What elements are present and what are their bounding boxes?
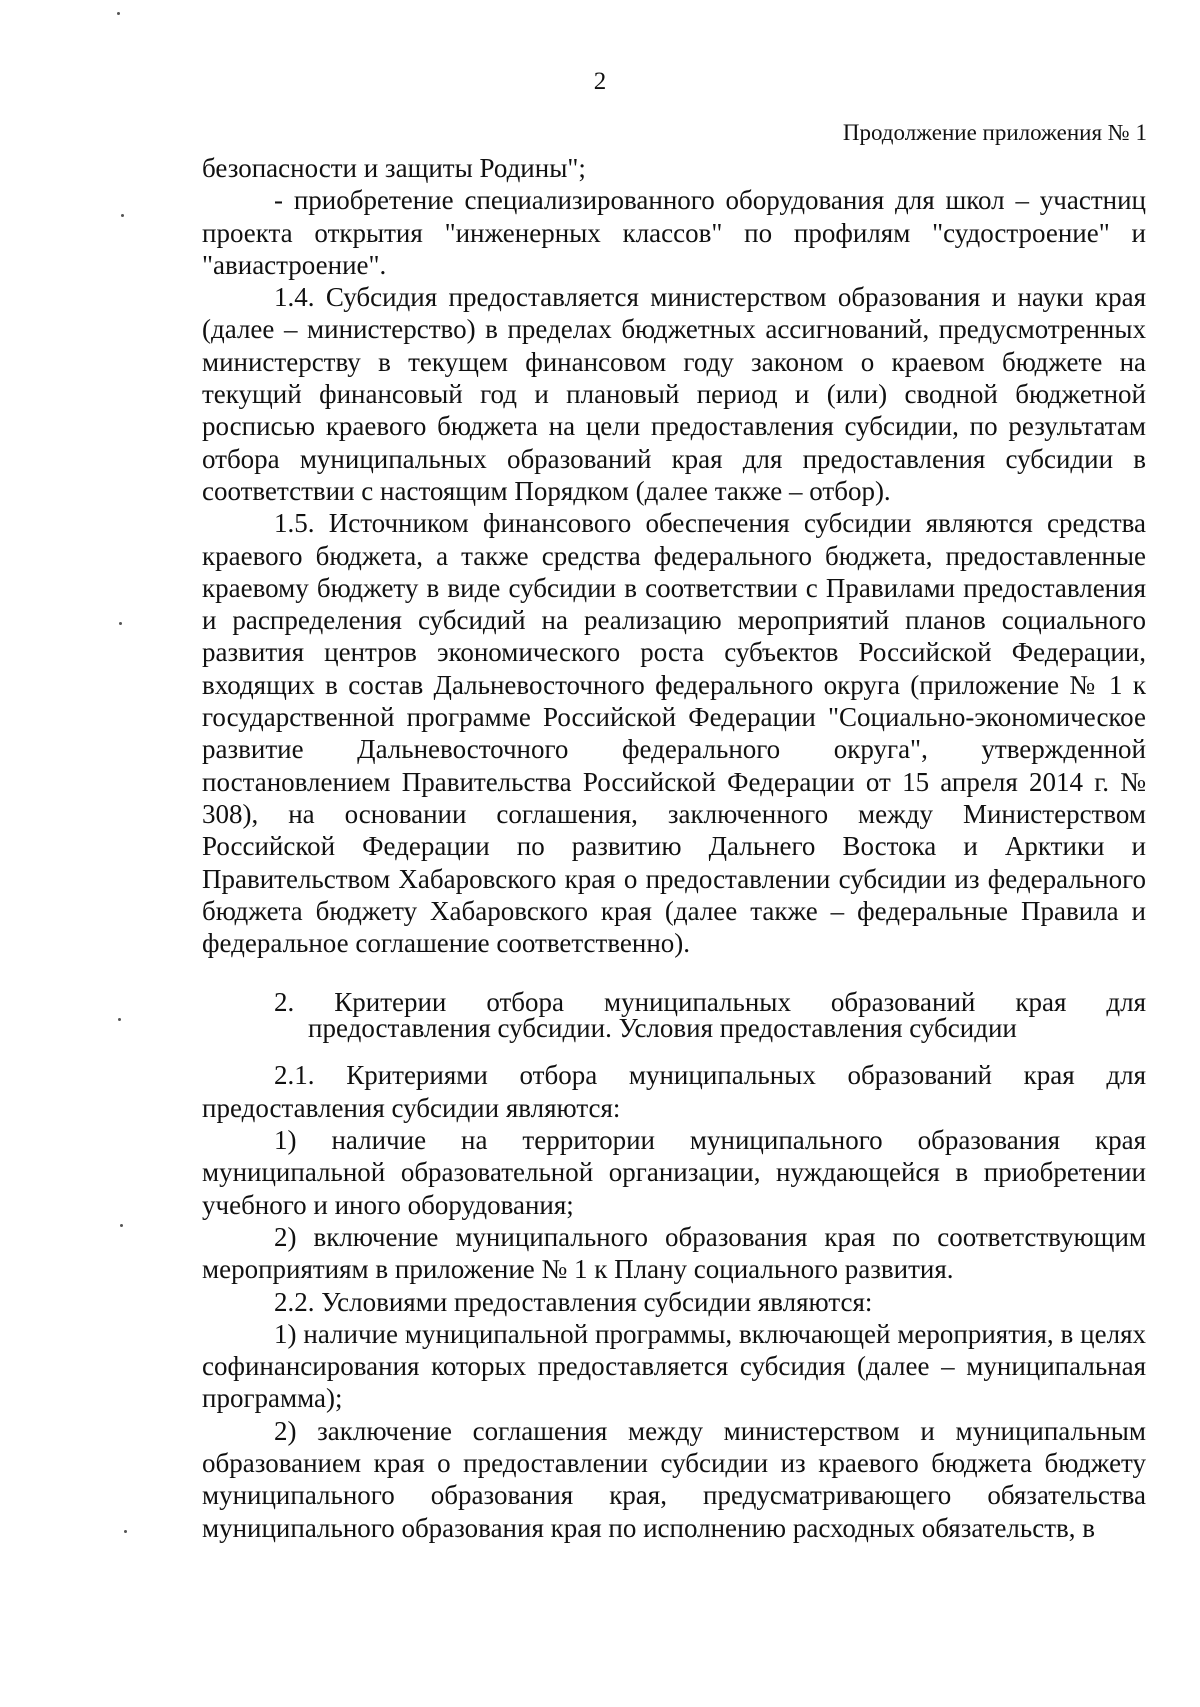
paragraph: 2) заключение соглашения между министерством и муниципальным образованием края о предоставлении субсидии из краевого бюджета бюджету муниципального образования края, предусматривающего обязательства муниципального образования края по исполнению расходных обязательств, в <box>202 1415 1146 1543</box>
scan-dot <box>121 214 124 217</box>
paragraph: 2.2. Условиями предоставления субсидии являются: <box>274 1286 873 1317</box>
paragraphs-after-section <box>202 1059 1146 1543</box>
scan-dot <box>124 1530 127 1533</box>
paragraph: 1.4. Субсидия предоставляется министерством образования и науки края (далее – министерство) в пределах бюджетных ассигнований, предусмотренных министерству в текущем финансовом году законом о краевом бюджете на текущий финансовый год и плановый период и (или) сводной бюджетной росписью краевого бюджета на цели предоставления субсидии, по результатам отбора муниципальных образований края для предоставления субсидии в соответствии с настоящим Порядком (далее также – отбор). <box>202 282 1146 506</box>
continuation-label: Продолжение приложения № 1 <box>842 120 1147 145</box>
section-heading <box>202 987 1146 1044</box>
scan-dot <box>117 12 120 15</box>
paragraph: - приобретение специализированного оборудования для школ – участниц проекта открытия "инженерных классов" по профилям "судостроение" и "авиастроение". <box>202 185 1146 280</box>
paragraph: 1.5. Источником финансового обеспечения субсидии являются средства краевого бюджета, а также средства федерального бюджета, предоставленные краевому бюджету в виде субсидии в соответствии с Правилами предоставления и распределения субсидий на реализацию мероприятий планов социального развития центров экономического роста субъектов Российской Федерации, входящих в состав Дальневосточного федерального округа (приложение № 1 к государственной программе Российской Федерации "Социально-экономическое развитие Дальневосточного федерального округа", утвержденной постановлением Правительства Российской Федерации от 15 апреля 2014 г. № 308), на основании соглашения, заключенного между Министерством Российской Федерации по развитию Дальнего Востока и Арктики и Правительством Хабаровского края о предоставлении субсидии из федерального бюджета бюджету Хабаровского края (далее также – федеральные Правила и федеральное соглашение соответственно). <box>202 508 1146 959</box>
document-body <box>202 152 1146 1544</box>
scan-dot <box>118 1018 121 1021</box>
paragraph: безопасности и защиты Родины"; <box>202 153 586 183</box>
section-heading-line1: 2. Критерии отбора муниципальных образований края для <box>274 987 1146 1018</box>
section-heading-line2: предоставления субсидии. Условия предоставления субсидии <box>308 1013 1017 1044</box>
paragraphs-before-section <box>202 152 1146 959</box>
paragraph: 1) наличие муниципальной программы, включающей мероприятия, в целях софинансирования которых предоставляется субсидия (далее – муниципальная программа); <box>202 1318 1146 1414</box>
page-number: 2 <box>593 68 607 95</box>
paragraph: 2.1. Критериями отбора муниципальных образований края для предоставления субсидии являются: <box>202 1060 1146 1123</box>
scan-dot <box>120 1224 123 1227</box>
paragraph: 1) наличие на территории муниципального образования края муниципальной образовательной организации, нуждающейся в приобретении учебного и иного оборудования; <box>202 1125 1146 1220</box>
paragraph: 2) включение муниципального образования края по соответствующим мероприятиям в приложение № 1 к Плану социального развития. <box>202 1221 1146 1285</box>
scan-dot <box>119 622 122 625</box>
